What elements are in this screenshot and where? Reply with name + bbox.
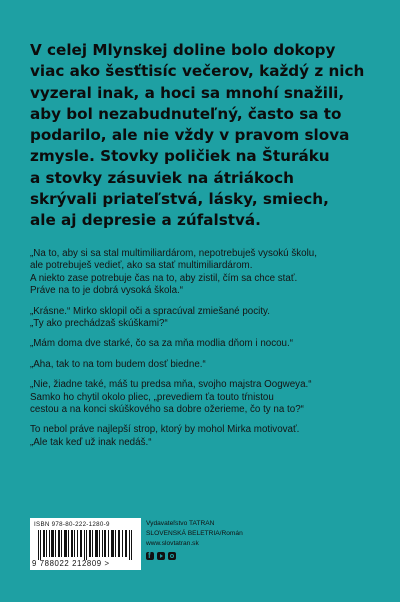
facebook-icon — [146, 552, 154, 560]
excerpt-paragraph — [30, 306, 380, 331]
blurb-line: skrývali priateľstvá, lásky, smiech, — [30, 190, 329, 209]
excerpt-line: cestou a na konci skúškového sa dobre ožerieme, čo ty na to?“ — [30, 404, 304, 416]
instagram-icon — [168, 552, 176, 560]
excerpt-line: „Mám doma dve starké, čo sa za mňa modlia dňom i nocou.“ — [30, 338, 293, 350]
ean-digits: 9 788022 212809 > — [32, 559, 110, 568]
blurb-line: a stovky zásuviek na átriákoch — [30, 168, 294, 187]
excerpt-line: A niekto zase potrebuje čas na to, aby zistil, čím sa chce stať. — [30, 272, 298, 284]
isbn-barcode — [30, 518, 141, 570]
excerpt-line: „Aha, tak to na tom budem dosť biedne.“ — [30, 358, 206, 370]
blurb-line: viac ako šesťtisíc večerov, každý z nich — [30, 62, 365, 81]
publisher-name: Vydavateľstvo TATRAN — [146, 520, 215, 527]
excerpt-line: „Krásne.“ Mirko sklopil oči a spracúval zmiešané pocity. — [30, 305, 270, 317]
excerpt-paragraph — [30, 338, 380, 350]
excerpt-line: ale potrebuješ vedieť, ako sa stať multimiliardárom. — [30, 260, 253, 272]
excerpt-line: Práve na to je dobrá vysoká škola.“ — [30, 285, 184, 297]
excerpt-line: To nebol práve najlepší strop, ktorý by mohol Mirka motivovať. — [30, 424, 300, 436]
back-cover-blurb — [30, 40, 380, 232]
blurb-line: V celej Mlynskej doline bolo dokopy — [30, 41, 336, 59]
social-icons — [146, 552, 243, 560]
blurb-line: vyzeral inak, a hoci sa mnohí snažili, — [30, 83, 345, 102]
excerpt-paragraph — [30, 359, 380, 371]
excerpt-line: „Nie, žiadne také, máš tu predsa mňa, svojho majstra Oogweya.“ — [30, 379, 312, 391]
excerpt-paragraph — [30, 248, 380, 298]
excerpt-paragraph — [30, 424, 380, 449]
barcode-bars — [38, 530, 134, 560]
excerpt-line: „Na to, aby si sa stal multimiliardárom, nepotrebuješ vysokú školu, — [30, 248, 317, 259]
excerpt-line: „Ty ako prechádzaš skúškami?“ — [30, 318, 168, 330]
blurb-line: podarilo, ale nie vždy v pravom slova — [30, 126, 350, 145]
publisher-website[interactable]: www.slovtatran.sk — [146, 540, 199, 547]
excerpt-line: „Ale tak keď už inak nedáš.“ — [30, 436, 152, 448]
excerpt-line: Samko ho chytil okolo pliec, „prevediem ťa touto tŕnistou — [30, 391, 274, 403]
isbn-label: ISBN 978-80-222-1280-9 — [34, 521, 110, 528]
genre-label: SLOVENSKÁ BELETRIA/Román — [146, 530, 243, 537]
book-excerpt — [30, 248, 380, 449]
blurb-line: aby bol nezabudnuteľný, často sa to — [30, 104, 342, 123]
youtube-icon — [157, 552, 165, 560]
blurb-line: ale aj depresie a zúfalstvá. — [30, 211, 261, 230]
blurb-line: zmysle. Stovky poličiek na Šturáku — [30, 147, 330, 166]
excerpt-paragraph — [30, 379, 380, 416]
publisher-info — [146, 519, 243, 560]
